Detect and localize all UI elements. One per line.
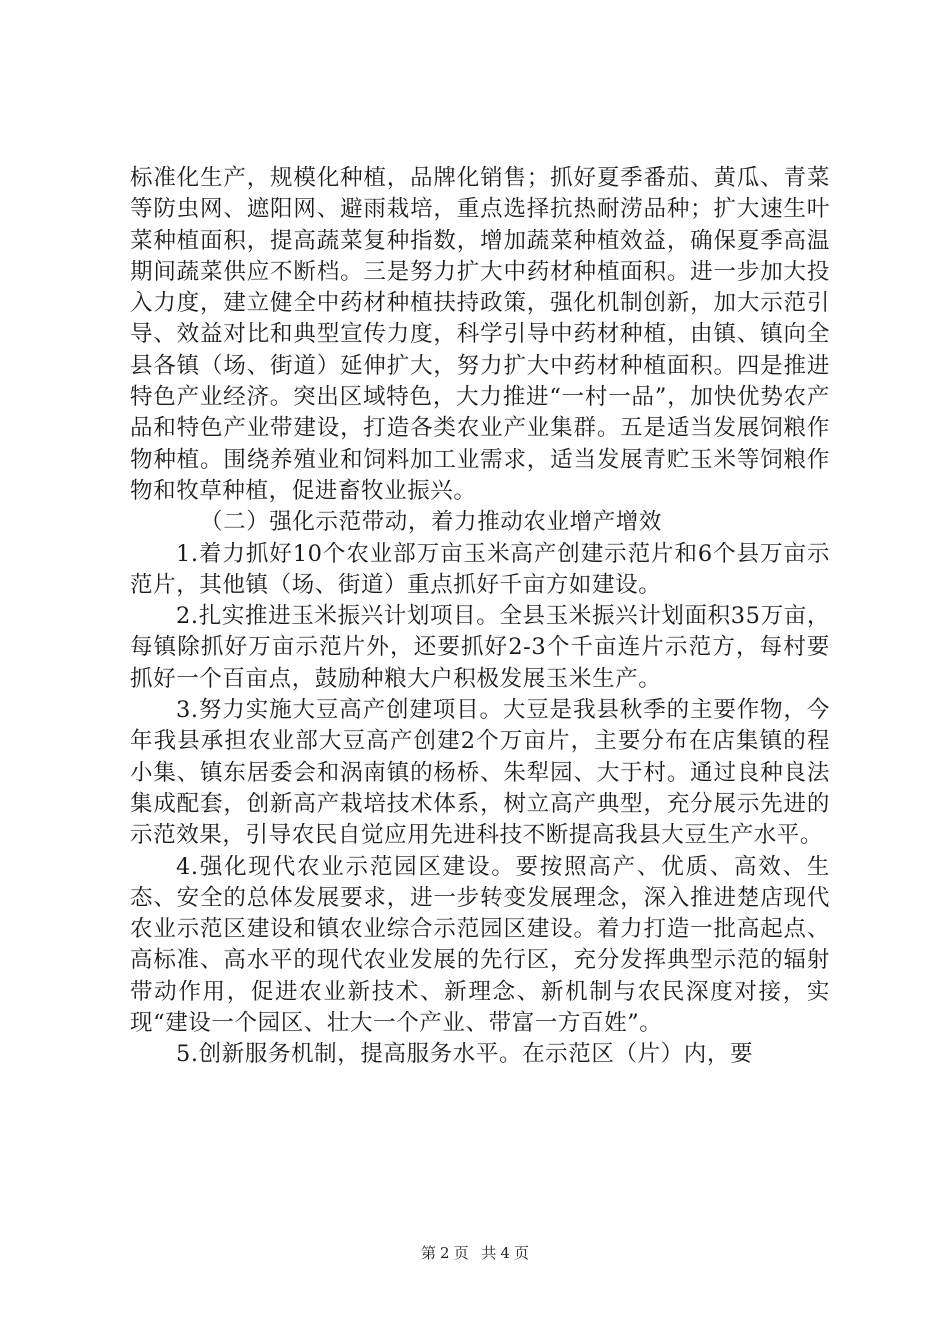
total-pages: 4 [500, 1244, 510, 1262]
total-prefix: 共 [481, 1244, 497, 1262]
document-body [130, 163, 830, 1071]
list-item-paragraph: 4.强化现代农业示范园区建设。要按照高产、优质、高效、生态、安全的总体发展要求，进一步转变发展理念，深入推进楚店现代农业示范区建设和镇农业综合示范园区建设。着力打造一批高起点、高标准、高水平的现代农业发展的先行区，充分发挥典型示范的辐射带动作用，促进农业新技术、新理念、新机制与农民深度对接，实现“建设一个园区、壮大一个产业、带富一方百姓”。 [130, 853, 830, 1037]
total-indicator [479, 1244, 531, 1262]
page-footer [0, 1243, 950, 1263]
section-heading: （二）强化示范带动，着力推动农业增产增效 [200, 509, 663, 536]
page-unit: 页 [453, 1244, 469, 1262]
page-number: 2 [440, 1244, 450, 1262]
paragraph-continuation: 标准化生产，规模化种植，品牌化销售；抓好夏季番茄、黄瓜、青菜等防虫网、遮阳网、避雨栽培，重点选择抗热耐涝品种；扩大速生叶菜种植面积，提高蔬菜复种指数，增加蔬菜种植效益，确保夏季高温期间蔬菜供应不断档。三是努力扩大中药材种植面积。进一步加大投入力度，建立健全中药材种植扶持政策，强化机制创新，加大示范引导、效益对比和典型宣传力度，科学引导中药材种植，由镇、镇向全县各镇（场、街道）延伸扩大，努力扩大中药材种植面积。四是推进特色产业经济。突出区域特色，大力推进“一村一品”，加快优势农产品和特色产业带建设，打造各类农业产业集群。五是适当发展饲粮作物种植。围绕养殖业和饲料加工业需求，适当发展青贮玉米等饲粮作物和牧草种植，促进畜牧业振兴。 [130, 165, 830, 504]
list-item-paragraph: 2.扎实推进玉米振兴计划项目。全县玉米振兴计划面积35万亩，每镇除抓好万亩示范片外，还要抓好2-3个千亩连片示范方，每村要抓好一个百亩点，鼓励种粮大户积极发展玉米生产。 [130, 603, 830, 692]
list-item-paragraph: 3.努力实施大豆高产创建项目。大豆是我县秋季的主要作物，今年我县承担农业部大豆高产创建2个万亩片，主要分布在店集镇的程小集、镇东居委会和涡南镇的杨桥、朱犁园、大于村。通过良种良法集成配套，创新高产栽培技术体系，树立高产典型，充分展示先进的示范效果，引导农民自觉应用先进科技不断提高我县大豆生产水平。 [130, 697, 830, 849]
list-item-paragraph: 1.着力抓好10个农业部万亩玉米高产创建示范片和6个县万亩示范片，其他镇（场、街道）重点抓好千亩方如建设。 [130, 540, 830, 598]
page-indicator [419, 1244, 471, 1262]
list-item-paragraph: 5.创新服务机制，提高服务水平。在示范区（片）内，要 [176, 1041, 754, 1068]
page-prefix: 第 [421, 1244, 437, 1262]
total-unit: 页 [513, 1244, 529, 1262]
